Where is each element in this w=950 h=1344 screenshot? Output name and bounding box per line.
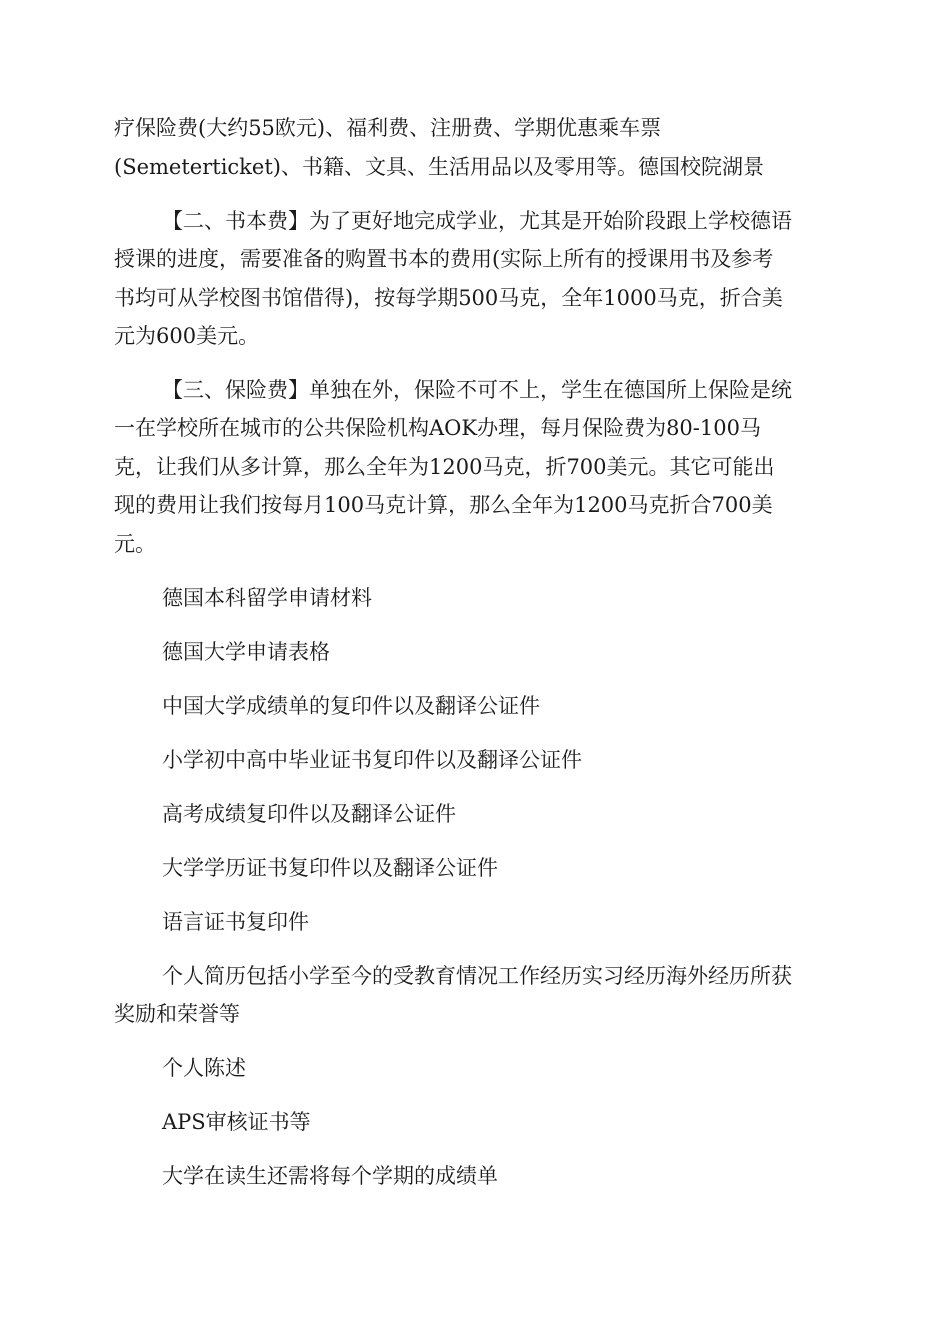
resume-line-2: 奖励和荣誉等 [114,1002,240,1026]
materials-item: APS审核证书等 [162,1110,311,1134]
para2-line-1: 【二、书本费】为了更好地完成学业，尤其是开始阶段跟上学校德语 [162,209,792,233]
materials-item: 大学学历证书复印件以及翻译公证件 [162,856,498,880]
para1-line-2: (Semeterticket)、书籍、文具、生活用品以及零用等。德国校院湖景 [114,155,764,179]
para2-line-2: 授课的进度，需要准备的购置书本的费用(实际上所有的授课用书及参考 [114,247,774,271]
materials-item: 小学初中高中毕业证书复印件以及翻译公证件 [162,748,582,772]
resume-line-1: 个人简历包括小学至今的受教育情况工作经历实习经历海外经历所获 [162,964,792,988]
materials-item: 语言证书复印件 [162,910,309,934]
para3-line-3: 克，让我们从多计算，那么全年为1200马克，折700美元。其它可能出 [114,455,775,479]
materials-item: 中国大学成绩单的复印件以及翻译公证件 [162,694,540,718]
para3-line-5: 元。 [114,532,156,556]
para3-line-1: 【三、保险费】单独在外，保险不可不上，学生在德国所上保险是统 [162,378,792,402]
materials-item: 大学在读生还需将每个学期的成绩单 [162,1164,498,1188]
para2-line-3: 书均可从学校图书馆借得)，按每学期500马克，全年1000马克，折合美 [114,286,783,310]
para2-line-4: 元为600美元。 [114,324,260,348]
materials-item: 德国大学申请表格 [162,640,330,664]
para3-line-2: 一在学校所在城市的公共保险机构AOK办理，每月保险费为80-100马 [114,416,761,440]
para3-line-4: 现的费用让我们按每月100马克计算，那么全年为1200马克折合700美 [114,493,773,517]
para1-line-1: 疗保险费(大约55欧元)、福利费、注册费、学期优惠乘车票 [114,116,662,140]
materials-heading: 德国本科留学申请材料 [162,586,372,610]
materials-item: 个人陈述 [162,1056,246,1080]
materials-item: 高考成绩复印件以及翻译公证件 [162,802,456,826]
